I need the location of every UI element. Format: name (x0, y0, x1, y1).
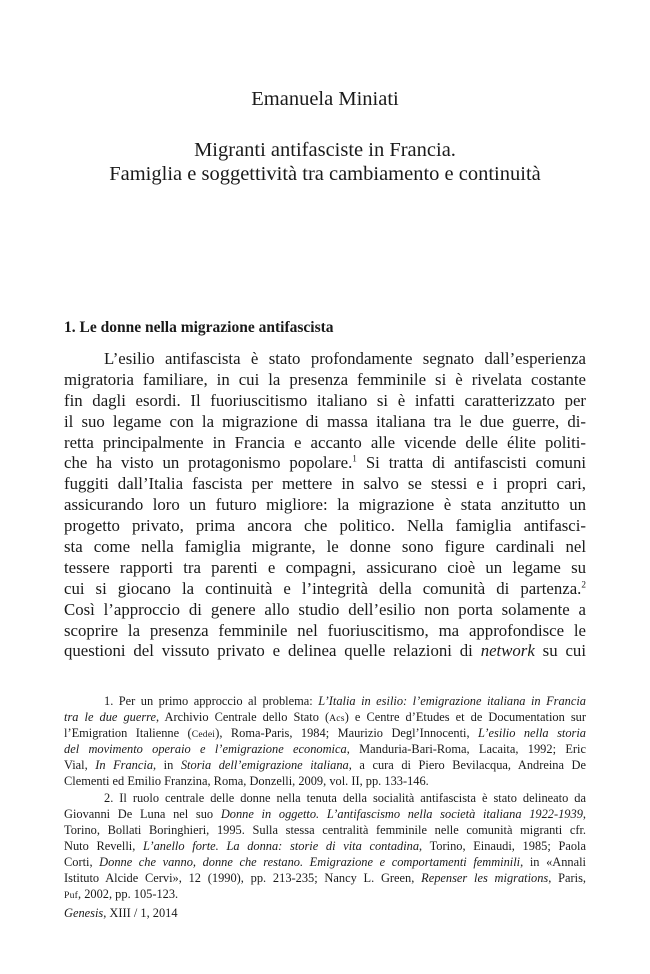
body-line: migratoria familiare, in cui la presenza femminile si è rivelata costante (64, 369, 586, 389)
body-line: il suo legame con la migrazione di massa italiana tra le due guerre, di- (64, 411, 586, 431)
body-line: che ha visto un protagonismo popolare.$^1$ Si tratta di antifascisti comuni (64, 453, 586, 473)
footnote-line: tra le due guerre, Archivio Centrale dello Stato (Acs) e Centre d’Etudes et de Documentation sur (64, 710, 586, 725)
body-line: questioni del vissuto privato e delinea quelle relazioni di network su cui (64, 641, 586, 661)
footnote-line: Vial, In Francia, in Storia dell’emigrazione italiana, a cura di Piero Bevilacqua, Andreina De (64, 758, 586, 773)
footnote-2: 2. Il ruolo centrale delle donne nella tenuta della socialità antifascista è stato delineato da (104, 790, 586, 805)
body-line: assicurando loro un futuro migliore: la migrazione è stata anzitutto un (64, 495, 586, 515)
title-line-1: Migranti antifasciste in Francia. (194, 139, 456, 161)
running-footer (64, 905, 178, 921)
body-line: scoprire la presenza femminile nel fuoriuscitismo, ma approfondisce le (64, 620, 586, 640)
footnote-line: Nuto Revelli, L’anello forte. La donna: storie di vita contadina, Torino, Einaudi, 1985; Paola (64, 838, 586, 853)
body-line: cui si giocano la continuità e l’integrità della comunità di partenza.$^2$ (64, 578, 586, 598)
footnote-line: Torino, Bollati Boringhieri, 1995. Sulla stessa centralità femminile nelle comunità migranti cfr. (64, 822, 586, 837)
body-paragraph (64, 349, 586, 662)
footnotes (64, 693, 586, 902)
body-line: progetto privato, prima ancora che politico. Nella famiglia antifasci- (64, 516, 586, 536)
footnote-line: Puf, 2002, pp. 105-123. (64, 887, 179, 902)
body-line: sta come nella famiglia migrante, le donne sono figure cardinali nel (64, 537, 586, 557)
footnote-line: l’Emigration Italienne (Cedei), Roma-Paris, 1984; Maurizio Degl’Innocenti, L’esilio nella storia (64, 726, 586, 741)
body-line: Così l’approccio di genere allo studio dell’esilio non porta solamente a (64, 599, 586, 619)
footnote-line: Istituto Alcide Cervi», 12 (1990), pp. 213-235; Nancy L. Green, Repenser les migrations, Paris, (64, 871, 587, 886)
journal-issue: , XIII / 1, 2014 (103, 906, 178, 920)
footnote-ref-1[interactable]: 1 (352, 453, 357, 464)
author-name: Emanuela Miniati (251, 88, 399, 110)
footnote-line: del movimento operaio e l’emigrazione economica, Manduria-Bari-Roma, Lacaita, 1992; Eric (64, 742, 586, 757)
article-title (0, 138, 650, 186)
footnote-line: Clementi ed Emilio Franzina, Roma, Donzelli, 2009, vol. II, pp. 133-146. (64, 774, 429, 789)
body-line: L’esilio antifascista è stato profondamente segnato dall’esperienza (104, 349, 586, 368)
footnote-line: Corti, Donne che vanno, donne che restano. Emigrazione e comportamenti femminili, in «Annali (64, 854, 586, 869)
journal-name: Genesis (64, 906, 104, 920)
body-line: fuggiti dall’Italia fascista per mettere in salvo se stessi e i propri cari, (64, 474, 586, 494)
footnote-ref-2[interactable]: 2 (581, 579, 586, 590)
body-line: fin dagli esordi. Il fuoriuscitismo italiano si è infatti caratterizzato per (64, 390, 586, 410)
body-line: tessere rapporti tra parenti e compagni, assicurano cioè un legame su (64, 557, 586, 577)
body-line: retta principalmente in Francia e accanto alle vicende delle élite politi- (64, 432, 586, 452)
section-heading: 1. Le donne nella migrazione antifascista (64, 319, 334, 336)
title-line-2: Famiglia e soggettività tra cambiamento e continuità (109, 163, 541, 185)
footnote-line: Giovanni De Luna nel suo Donne in oggetto. L’antifascismo nella società italiana 1922-1939, (64, 806, 587, 821)
footnote-1: 1. Per un primo approccio al problema: L’Italia in esilio: l’emigrazione italiana in Francia (104, 694, 587, 708)
